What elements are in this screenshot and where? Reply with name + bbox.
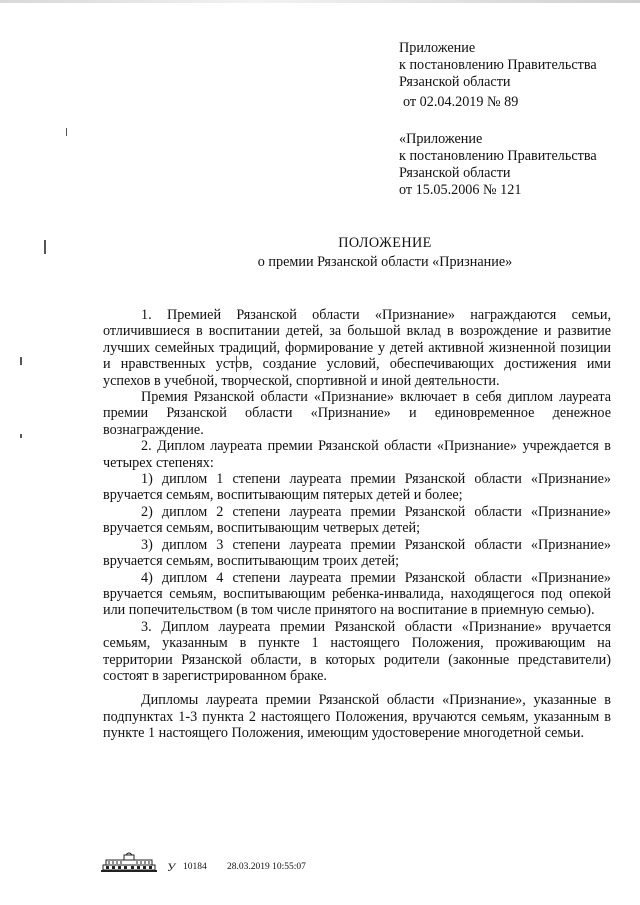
approval-line: к постановлению Правительства (399, 148, 597, 164)
registration-datetime: 28.03.2019 10:55:07 (227, 862, 306, 872)
paragraph: 3) диплом 3 степени лауреата премии Рязанской области «Признание» вручается семьям, воспитывающим троих детей; (103, 536, 611, 570)
scan-speck (20, 434, 22, 438)
paragraph: 4) диплом 4 степени лауреата премии Рязанской области «Признание» вручается семьям, воспитывающим ребенка-инвалида, находящегося под опекой или попечительством (в том числе принятого на воспитание в приемную семью). (103, 569, 611, 619)
document-title (0, 234, 640, 272)
approval-line: «Приложение (399, 131, 483, 147)
approval-original (399, 131, 629, 199)
government-building-icon (100, 851, 158, 873)
title-subheading: о премии Рязанской области «Признание» (257, 254, 513, 270)
scan-edge (0, 0, 640, 3)
registration-footer (100, 851, 420, 875)
approval-date-number: от 02.04.2019 № 89 (403, 94, 519, 110)
paragraph: Дипломы лауреата премии Рязанской области «Признание», указанные в подпунктах 1-3 пункта 2 настоящего Положения, вручаются семьям, указанным в пункте 1 настоящего Положения, имеющим удостоверение многодетной семьи. (103, 692, 611, 742)
paragraph: 2. Диплом лауреата премии Рязанской области «Признание» учреждается в четырех степенях: (103, 438, 611, 471)
approval-current (399, 40, 629, 111)
approval-line: Рязанской области (399, 165, 511, 181)
registration-number: 10184 (183, 862, 207, 872)
paragraph: Премия Рязанской области «Признание» включает в себя диплом лауреата премии Рязанской области «Признание» и единовременное денежное вознаграждение. (103, 389, 611, 438)
title-heading: ПОЛОЖЕНИЕ (338, 235, 432, 251)
paragraph: 1) диплом 1 степени лауреата премии Рязанской области «Признание» вручается семьям, воспитывающим пятерых детей и более; (103, 471, 611, 504)
approval-line: Рязанской области (399, 74, 511, 90)
document-body (103, 307, 611, 742)
approval-date-number: от 15.05.2006 № 121 (399, 182, 522, 198)
paragraph: 2) диплом 2 степени лауреата премии Рязанской области «Признание» вручается семьям, воспитывающим четверых детей; (103, 503, 611, 537)
paragraph: 3. Диплом лауреата премии Рязанской области «Признание» вручается семьям, указанным в пункте 1 настоящего Положения, проживающим на территории Рязанской области, в которых родители (законные представители) состоят в зарегистрированном браке. (103, 618, 611, 684)
paragraph: 1. Премией Рязанской области «Признание» награждаются семьи, отличившиеся в воспитании детей, за большой вклад в возрождение и развитие лучших семейных традиций, формирование у детей активной жизненной позиции и нравственных устов, создание условий, обеспечивающих достижения ими успехов в учебной, творческой, спортивной и иной деятельности. (103, 307, 611, 389)
sign-mark: У (167, 860, 176, 874)
approval-line: к постановлению Правительства (399, 57, 597, 73)
scan-speck (66, 128, 67, 136)
scan-speck (20, 357, 22, 365)
approval-line: Приложение (399, 40, 476, 56)
